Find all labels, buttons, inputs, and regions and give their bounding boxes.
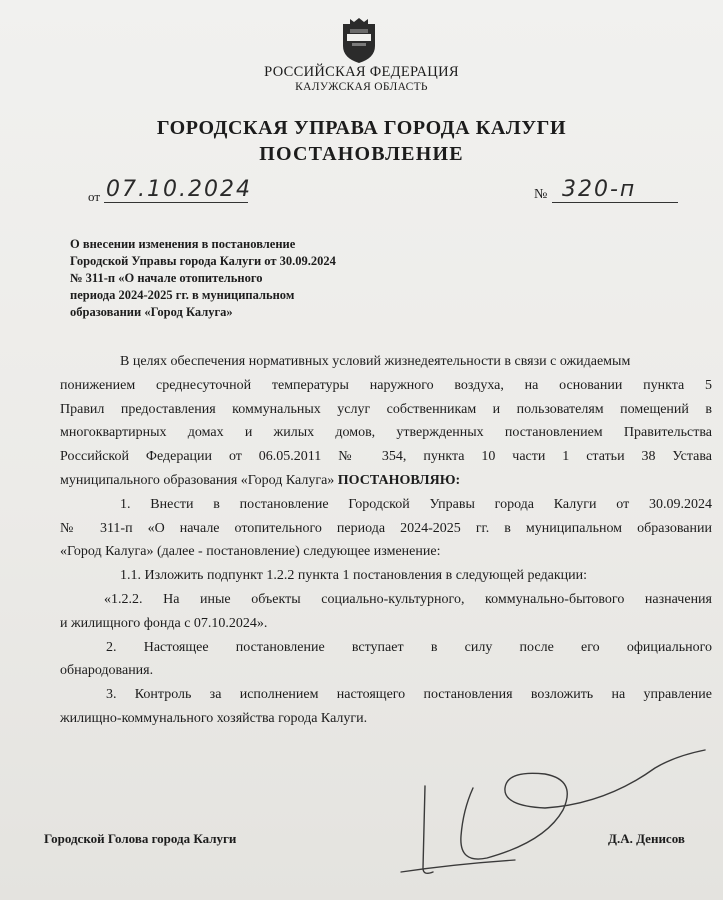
text-line: и жилищного фонда с 07.10.2024».	[60, 615, 268, 631]
date-value: 07.10.2024	[106, 177, 252, 202]
text-line: 3. Контроль за исполнением настоящего постановления возложить на управление	[106, 687, 712, 703]
coat-of-arms-icon	[340, 16, 378, 64]
text-line	[60, 471, 712, 491]
text-line: № 311-п «О начале отопительного периода 2024-2025 гг. в муниципальном образовании	[60, 520, 712, 536]
subject-line: периода 2024-2025 гг. в муниципальном	[70, 288, 295, 302]
text-line: Российской Федерации от 06.05.2011 № 354, пункта 10 части 1 статьи 38 Устава	[60, 449, 712, 465]
text-line: понижением среднесуточной температуры наружного воздуха, на основании пункта 5	[60, 377, 712, 393]
text-line: обнародования.	[60, 663, 154, 679]
subject-line: О внесении изменения в постановление	[70, 237, 296, 251]
text-line: многоквартирных домах и жилых домов, утвержденных постановлением Правительства	[60, 425, 712, 441]
text-line: жилищно-коммунального хозяйства города Калуги.	[60, 710, 368, 726]
date-underline	[104, 202, 248, 203]
subject-line: образовании «Город Калуга»	[70, 305, 233, 319]
text-line: 1. Внести в постановление Городской Управы города Калуги от 30.09.2024	[120, 496, 712, 512]
number-value: 320-п	[562, 177, 637, 202]
region-header: КАЛУЖСКАЯ ОБЛАСТЬ	[295, 81, 428, 93]
country-header: РОССИЙСКАЯ ФЕДЕРАЦИЯ	[264, 64, 459, 80]
subject-line: № 311-п «О начале отопительного	[70, 271, 263, 285]
organization-title: ГОРОДСКАЯ УПРАВА ГОРОДА КАЛУГИ	[156, 117, 567, 139]
decree-keyword: ПОСТАНОВЛЯЮ:	[337, 472, 461, 488]
subject-line: Городской Управы города Калуги от 30.09.2024	[70, 254, 336, 268]
document-body	[60, 352, 712, 729]
text-line: 2. Настоящее постановление вступает в силу после его официального	[106, 639, 712, 655]
signer-name: Д.А. Денисов	[608, 831, 685, 846]
text-line: «1.2.2. На иные объекты социально-культурного, коммунально-бытового назначения	[104, 591, 712, 607]
text-line: 1.1. Изложить подпункт 1.2.2 пункта 1 постановления в следующей редакции:	[120, 568, 588, 584]
document-type: ПОСТАНОВЛЕНИЕ	[259, 143, 464, 165]
number-underline	[552, 202, 678, 203]
text-line: Правил предоставления коммунальных услуг собственникам и пользователям помещений в	[60, 401, 712, 417]
date-label: от	[88, 189, 101, 204]
number-label: №	[534, 187, 548, 202]
signer-title: Городской Голова города Калуги	[44, 831, 237, 846]
text-line: «Город Калуга» (далее - постановление) следующее изменение:	[60, 544, 441, 560]
subject-block	[70, 236, 410, 321]
handwritten-signature-icon	[395, 748, 715, 888]
text-span: муниципального образования «Город Калуга»	[60, 472, 335, 488]
text-line: В целях обеспечения нормативных условий жизнедеятельности в связи с ожидаемым	[120, 354, 631, 369]
